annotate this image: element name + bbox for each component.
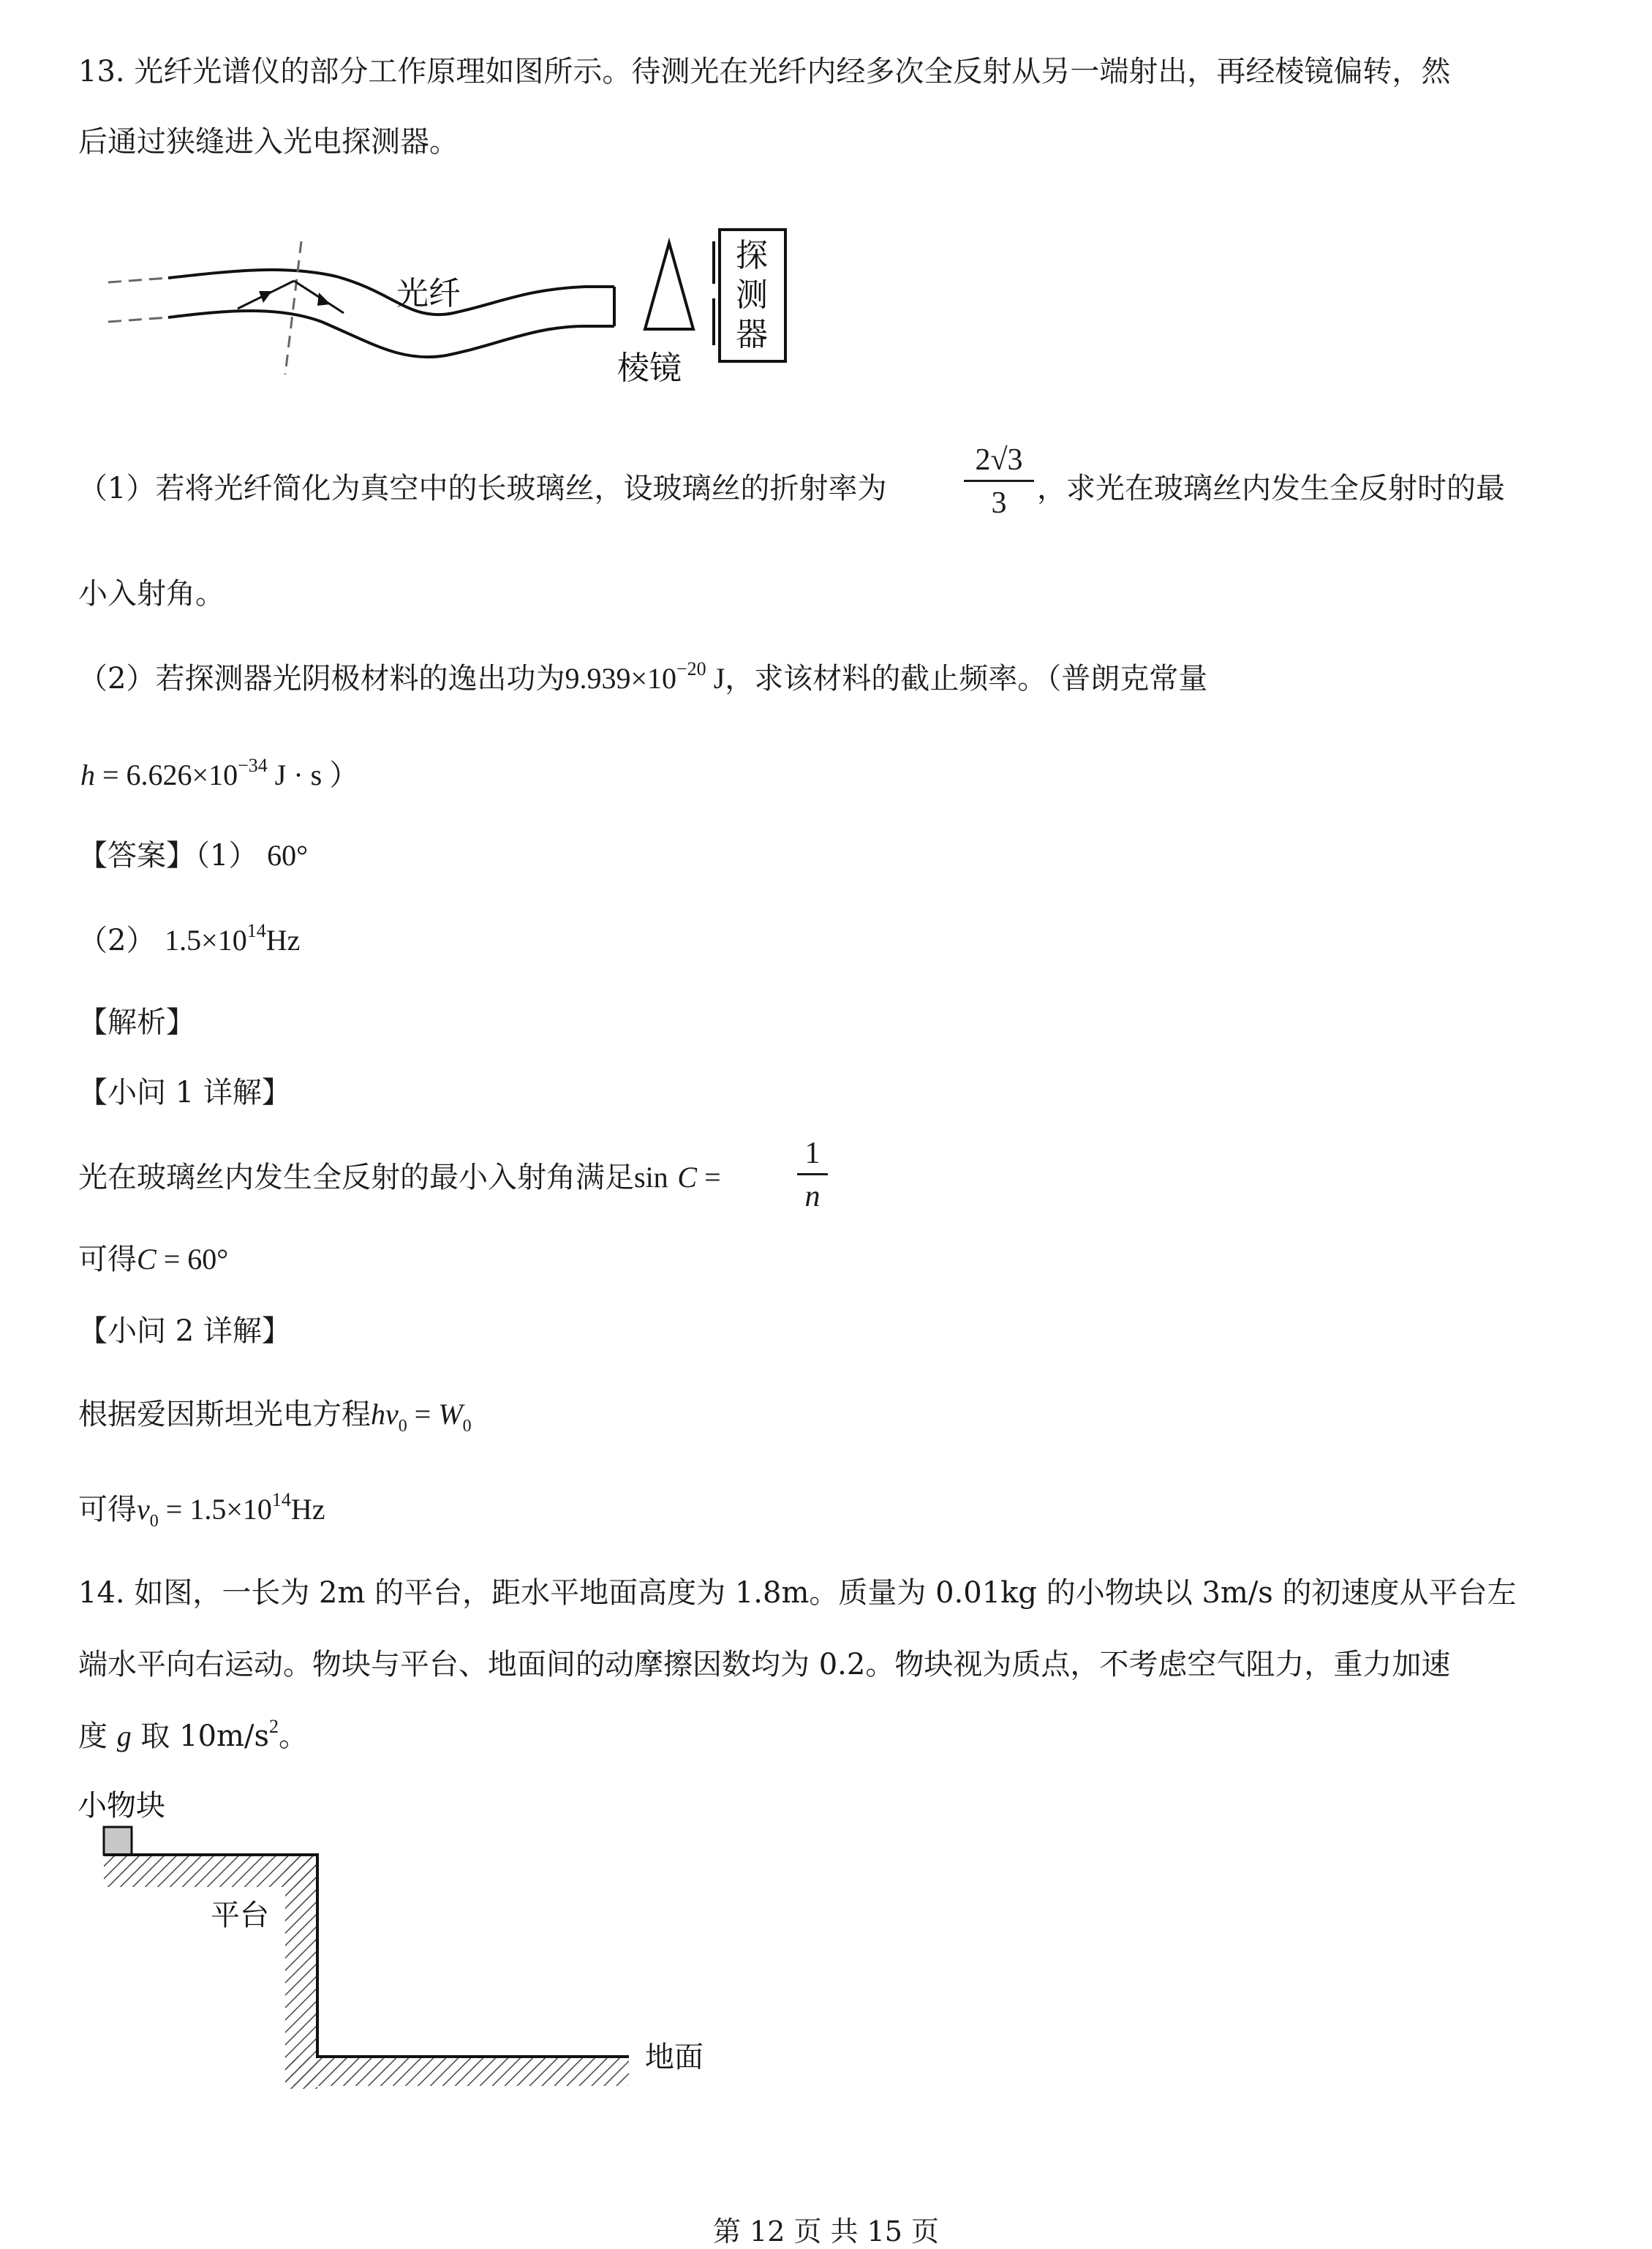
part2-exponent: −20: [676, 658, 706, 679]
answer-label: 【答案】（1）: [78, 839, 268, 873]
sub1-line2-C: C: [137, 1243, 156, 1276]
block-label: 小物块: [78, 1789, 165, 1823]
analysis-label: 【解析】: [78, 1006, 195, 1039]
fiber-bottom-edge: [168, 311, 614, 357]
ground-hatch: [285, 2057, 629, 2086]
fraction-numerator: 2√3: [975, 443, 1023, 477]
sub2-text: 根据爱因斯坦光电方程: [78, 1398, 371, 1431]
sub1-fraction-bar: [797, 1173, 828, 1175]
detector-label-2: 测: [736, 276, 768, 314]
q13-stem-line2: 后通过狭缝进入光电探测器。: [78, 125, 459, 159]
part2-suffix: ，求该材料的截止频率。（普朗克常量: [725, 662, 1208, 696]
planck-value: = 6.626×10: [95, 758, 238, 791]
planck-unit: J · s ）: [267, 758, 359, 791]
ground-label: 地面: [645, 2041, 704, 2074]
sub2-exponent: 14: [271, 1489, 291, 1510]
page-footer: 第 12 页 共 15 页: [712, 2215, 940, 2248]
sub1-eq: =: [697, 1161, 721, 1194]
q13-figure: [102, 219, 804, 402]
wall-hatch-mask: [317, 1855, 683, 2057]
platform-label: 平台: [211, 1899, 269, 1932]
sub1-text: 光在玻璃丝内发生全反射的最小入射角满足: [78, 1161, 634, 1194]
fraction-denominator: 3: [991, 486, 1007, 520]
small-block: [104, 1827, 132, 1855]
q14-stem-line1: 14. 如图，一长为 2m 的平台，距水平地面高度为 1.8m。质量为 0.01kg 的小物块以 3m/s 的初速度从平台左: [78, 1576, 1517, 1610]
answer-2-label: （2）: [78, 924, 165, 957]
sub2-h-nu: hν: [371, 1398, 399, 1431]
planck-exponent: −34: [238, 755, 268, 776]
q14-squared: 2: [268, 1716, 279, 1737]
answer-2-value: 1.5×10: [165, 924, 247, 957]
reflected-arrowhead: [317, 293, 331, 306]
q13-part2-line: [78, 658, 1208, 696]
fiber-label: 光纤: [396, 275, 461, 312]
planck-symbol: h: [80, 758, 95, 791]
sub1-line2: [78, 1245, 228, 1274]
q14-g: g: [116, 1719, 132, 1752]
answer-1-value: 60°: [267, 839, 309, 872]
part2-value: 9.939×10: [565, 662, 677, 695]
wall-hatch: [285, 1855, 317, 2089]
q13-part1-prefix: （1）若将光纤简化为真空中的长玻璃丝，设玻璃丝的折射率为: [78, 472, 887, 505]
answer-2-exponent: 14: [246, 920, 266, 941]
sub2-nu: ν: [137, 1493, 150, 1526]
sub1-fraction-numerator: 1: [804, 1137, 821, 1170]
q13-stem-line1: 13. 光纤光谱仪的部分工作原理如图所示。待测光在光纤内经多次全反射从另一端射出，再经棱镜偏转，然: [78, 55, 1451, 88]
sub2-unit: Hz: [290, 1493, 325, 1526]
part2-unit: J: [706, 662, 725, 695]
q14-stem-line2: 端水平向右运动。物块与平台、地面间的动摩擦因数均为 0.2。物块视为质点，不考虑空气阻力，重力加速: [78, 1648, 1451, 1681]
fraction-bar: [964, 480, 1034, 482]
sub2-value: = 1.5×10: [158, 1493, 272, 1526]
q13-part1-fraction: [964, 445, 1034, 519]
sub1-sin: sin: [634, 1161, 668, 1194]
sub1-fraction: [797, 1138, 828, 1212]
fiber-top-edge: [168, 270, 614, 314]
planck-constant-line: [80, 755, 359, 791]
answer-line-2: [78, 920, 301, 957]
fiber-dash-top: [108, 278, 168, 282]
sub1-label: 【小问 1 详解】: [78, 1076, 291, 1110]
detector-label-3: 器: [736, 316, 768, 353]
q14-line3-mid: 取 10m/s: [131, 1719, 269, 1753]
sub1-line2-value: = 60°: [156, 1243, 229, 1276]
sub2-line1: [78, 1398, 472, 1436]
sub1-C: C: [677, 1161, 698, 1194]
sub2-nu0-subscript: 0: [149, 1512, 159, 1531]
sub2-line2: [78, 1489, 325, 1531]
sub2-W: W: [438, 1398, 463, 1431]
sub1-line2-prefix: 可得: [78, 1243, 137, 1276]
answer-2-unit: Hz: [265, 924, 301, 957]
part2-prefix: （2）若探测器光阴极材料的逸出功为: [78, 662, 565, 696]
q13-part1-line2: 小入射角。: [78, 577, 225, 611]
sub2-label: 【小问 2 详解】: [78, 1314, 291, 1348]
answer-line-1: [78, 839, 309, 873]
q14-figure: [73, 1785, 731, 2092]
q14-stem-line3: [78, 1716, 308, 1753]
detector-label-1: 探: [736, 237, 768, 274]
sub1-fraction-denominator: n: [804, 1180, 821, 1213]
sub2-nu-subscript: 0: [398, 1417, 407, 1436]
prism: [645, 243, 693, 329]
fiber-dash-bottom: [108, 317, 168, 322]
sub2-eq: =: [407, 1398, 439, 1431]
sub2-line2-prefix: 可得: [78, 1493, 137, 1526]
normal-dashed-line: [285, 241, 301, 374]
q13-part1-suffix: ，求光在玻璃丝内发生全反射时的最: [1037, 472, 1505, 505]
prism-label: 棱镜: [617, 350, 682, 387]
q14-line3-end: 。: [278, 1719, 308, 1753]
sub2-W-subscript: 0: [462, 1417, 472, 1436]
sub1-line1: [78, 1163, 721, 1192]
q14-line3-prefix: 度: [78, 1719, 117, 1753]
